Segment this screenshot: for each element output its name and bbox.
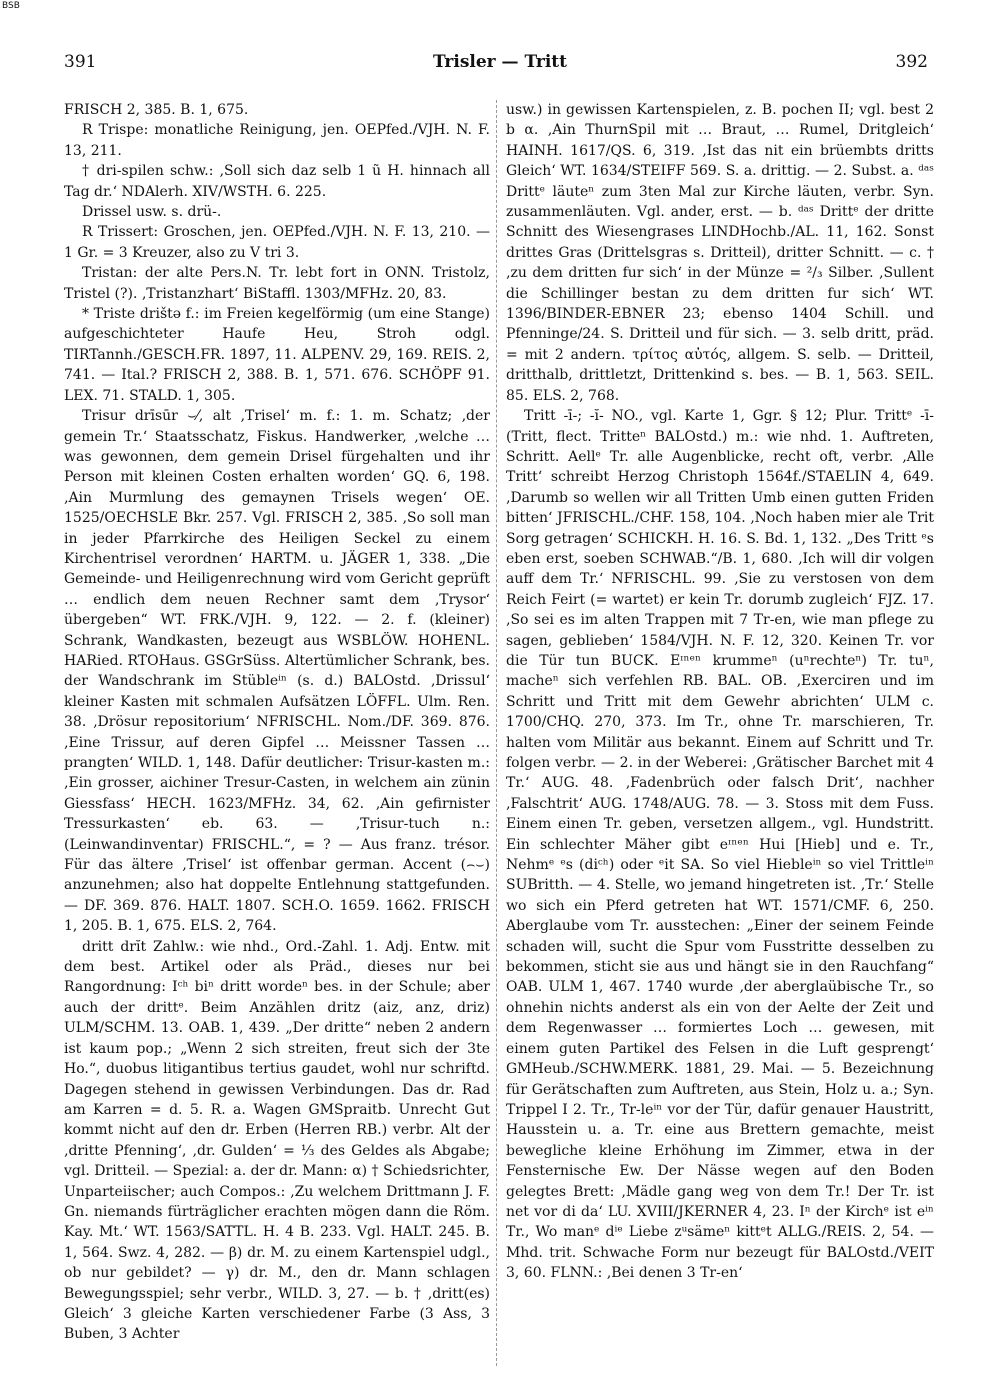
dictionary-entry: Trisur drīsūr ⌣⁄, alt ‚Trisel‘ m. f.: 1. m. Schatz; ‚der gemein Tr.‘ Staatsschatz, Fiskus. Handwerker, ‚welche … was gewonnen, dem gemein Drisel fürgehalten und ihr Person mit kleinen Costen erhalten worden‘ GQ. 6, 198. ‚Ain Murmlung des gemaynen Trisels wegen‘ OE. 1525/OECHSLE Bkr. 257. Vgl. FRISCH 2, 385. ‚So soll man in jeder Pfarrkirche des Heiligen Seckel zu einem Kirchentrisel verordnen‘ HARTM. u. JÄGER 1, 338. „Die Gemeinde- und Heiligenrechnung wird vom Gericht geprüft … endlich dem neuen Rechner samt dem ‚Trysor‘ übergeben“ WT. FRK./VJH. 9, 122. — 2. f. (kleiner) Schrank, Wandkasten, bezeugt aus WSBLÖW. HOHENL. HARied. RTOHaus. GSGrSüss. Altertümlicher Schrank, bes. der Wandschrank im Stübleⁱⁿ (s. d.) BALOstd. ‚Drissul‘ kleiner Kasten mit schmalen Aufsätzen LÖFFL. Ulm. Ren. 38. ‚Drösur repositorium‘ NFRISCHL. Nom./DF. 369. 876. ‚Eine Trissur, auf deren Gipfel … Meissner Tassen … prangten‘ WILD. 1, 148. Dafür deutlicher: Trisur-kasten m.: ‚Ein grosser, aichiner Tresur-Casten, in welchem ain zünin Giessfass‘ HECH. 1623/MFHz. 34, 62. ‚Ain gefirnister Tressurkasten‘ eb. 63. — ‚Trisur-tuch n.: (Leinwandinventar) FRISCHL.“, = ? — Aus franz. trésor. Für das ältere ‚Trisel‘ ist offenbar german. Accent (⌢⌣) anzunehmen; also hat doppelte Entlehnung stattgefunden. — DF. 369. 876. HALT. 1807. SCH.O. 1659. 1662. FRISCH 1, 205. B. 1, 675. ELS. 2, 764.: [64, 408, 490, 935]
dictionary-entry: dritt drĭt Zahlw.: wie nhd., Ord.-Zahl. 1. Adj. Entw. mit dem best. Artikel oder als Präd., dieses nur bei Rangordnung: Iᶜʰ biⁿ dritt wordeⁿ bes. in der Schule; aber auch der drittᵉ. Beim Anzählen dritz (aiz, anz, driz) ULM/SCHM. 13. OAB. 1, 439. „Der dritte“ neben 2 andern ist kaum pop.; „Wenn 2 sich streiten, freut sich der 3te Ho.“, duobus litigantibus tertius gaudet, wohl nur schriftd. Dagegen stehend in gewissen Verbindungen. Das dr. Rad am Karren = d. 5. R. a. Wagen GMSpraitb. Unrecht Gut kommt nicht auf den dr. Erben (Herren RB.) verbr. Alt der ‚dritte Pfenning‘, ‚dr. Gulden‘ = ⅓ des Geldes als Abgabe; vgl. Dritteil. — Spezial: a. der dr. Mann: α) † Schiedsrichter, Unparteiischer; auch Compos.: ‚Zu welchem Drittmann J. F. Gn. niemands fürträglicher erachten mögen dann die Röm. Kay. Mt.‘ WT. 1563/SATTL. H. 4 B. 233. Vgl. HALT. 245. B. 1, 564. Swz. 4, 282. — β) dr. M. zu einem Kartenspiel udgl., ob nur gebildet? — γ) dr. M., den dr. Mann schlagen Bewegungsspiel; sehr verbr., WILD. 3, 27. — b. † ‚dritt(es) Gleich‘ 3 gleiche Karten verschiedener Farbe (3 Ass, 3 Buben, 3 Achter: [64, 938, 490, 1343]
library-stamp: BSB: [2, 1, 20, 11]
page-title: Trisler — Tritt: [433, 52, 567, 72]
dictionary-entry: Tritt -ī-; -ĭ- NO., vgl. Karte 1, Ggr. § 12; Plur. Trittᵉ -ī- (Tritt, flect. Tritteⁿ BALOstd.) m.: wie nhd. 1. Auftreten, Schritt. Aellᵉ Tr. alle Augenblicke, recht oft, verbr. ‚Alle Tritt‘ schreibt Herzog Christoph 1564f./STAELIN 4, 649. ‚Darumb so wellen wir all Tritten Umb einen gutten Friden bitten‘ JFRISCHL./CHF. 158, 104. ‚Noch haben mier ale Trit Sorg getragen‘ SCHICKH. H. 16. S. Bd. 1, 132. „Des Tritt ᵉs eben erst, soeben SCHWAB.“/B. 1, 680. ‚Ich will dir volgen auff dem Tr.‘ NFRISCHL. 99. ‚Sie zu verstosen von dem Reich Feirt (= wartet) er kein Tr. dorumb zugleich‘ FJZ. 17. ‚So sei es im alten Trappen mit 7 Tr-en, wie man pflege zu sagen, geblieben‘ 1584/VJH. N. F. 12, 320. Keinen Tr. vor die Tür tun BUCK. Eᶦⁿᵉⁿ krummeⁿ (uⁿrechteⁿ) Tr. tuⁿ, macheⁿ sich verfehlen RB. BAL. OB. ‚Exerciren und im Schritt und Tritt mit dem Gewehr abrichten‘ ULM c. 1700/CHQ. 270, 373. Im Tr., ohne Tr. marschieren, Tr. halten vom Militär aus bekannt. Einem auf Schritt und Tr. folgen verbr. — 2. in der Weberei: ‚Grätischer Barchet mit 4 Tr.‘ AUG. 48. ‚Fadenbrüch oder falsch Drit‘, nachher ‚Falschtrit‘ AUG. 1748/AUG. 78. — 3. Stoss mit dem Fuss. Einem einen Tr. geben, versetzen allgem., vgl. Hundstritt. Ein schlechter Mäher gibt eᶦⁿᵉⁿ Hui [Hieb] und e. Tr., Nehmᵉ ᵉs (diᶜʰ) oder ᵉit SA. So viel Hiebleⁱⁿ so viel Trittleⁱⁿ SUBritth. — 4. Stelle, wo jemand hingetreten ist. ‚Tr.‘ Stelle wo sich ein Pferd getreten hat WT. 1571/CMF. 6, 250. Aberglaube vom Tr. ausstechen: „Einer der seinem Feinde schaden will, sucht die Spur vom Fusstritte desselben zu bekommen, sticht sie aus und hängt sie in den Rauchfang“ OAB. ULM 1, 467. 1740 wurde ‚der aberglaübische Tr., so ohnehin nichts anderst als ein von der Aelte der Zeit und dem Regenwasser … formiertes Loch … gewesen, mit einem guten Partikel des Felsen in die Luft gesprengt‘ GMHeub./SCHW.MERK. 1881, 29. Mai. — 5. Bezeichnung für Gerätschaften zum Auftreten, aus Stein, Holz u. a.; Syn. Trippel I 2. Tr., Tr-leⁱⁿ vor der Tür, dafür genauer Haustritt, Hausstein u. a. Tr. eine aus Brettern gemachte, meist bewegliche kleine Erhöhung im Zimmer, etwa in der Fensternische Ew. Der Nässe wegen auf den Boden gelegtes Brett: ‚Mädle gang weg von dem Tr.! Der Tr. ist net vor di da‘ LU. XVIII/JKERNER 4, 23. Iⁿ der Kirchᵉ ist eⁱⁿ Tr., Wo manᵉ dⁱᵉ Liebe zᵘsämeⁿ kittᵉt ALLG./REIS. 2, 54. — Mhd. trit. Schwache Form nur bezeugt für BALOstd./VEIT 3, 60. FLNN.: ‚Bei denen 3 Tr-en‘: [506, 408, 934, 1282]
right-page-number: 392: [895, 52, 928, 72]
dictionary-entry: Tristan: der alte Pers.N. Tr. lebt fort in ONN. Tristolz, Tristel (?). ‚Tristanzhart‘ BiStaffl. 1303/MFHz. 20, 83.: [64, 265, 490, 302]
left-page-number: 391: [64, 52, 97, 72]
dictionary-entry: Drissel usw. s. drü-.: [82, 204, 222, 221]
dictionary-entry: R Trissert: Groschen, jen. OEPfed./VJH. N. F. 13, 210. — 1 Gr. = 3 Kreuzer, also zu V tri 3.: [64, 224, 490, 261]
right-column: [506, 100, 934, 1284]
continued-text: usw.) in gewissen Kartenspielen, z. B. pochen II; vgl. best 2 b α. ‚Ain ThurnSpil mit … Braut, … Rumel, Dritgleich‘ HAINH. 1617/QS. 6, 319. ‚Ist das nit ein brüembts dritts Gleich‘ WT. 1634/STEIFF 569. S. a. drittig. — 2. Subst. a. ᵈᵃˢ Drittᵉ läuteⁿ zum 3ten Mal zur Kirche läuten, verbr. Syn. zusammenläuten. Vgl. ander, erst. — b. ᵈᵃˢ Drittᵉ der dritte Schnitt des Wiesengrases LINDHochb./AL. 11, 162. Sonst drittes Gras (Drittelsgras s. Dritteil), dritter Schnitt. — c. † ‚zu dem dritten fur sich‘ in der Münze = ²/₃ Silber. ‚Sullent die Schillinger bestan zu dem dritten fur sich‘ WT. 1396/BINDER-EBNER 23; ebenso 1404 Schill. und Pfenninge/24. S. Dritteil und für sich. — 3. selb dritt, präd. = mit 2 andern. τρίτος αὐτός, allgem. S. selb. — Dritteil, dritthalb, drittletzt, Drittenkind s. bes. — B. 1, 563. SEIL. 85. ELS. 2, 768.: [506, 102, 934, 404]
left-column: [64, 100, 490, 1345]
continued-text: FRISCH 2, 385. B. 1, 675.: [64, 102, 249, 118]
column-divider: [496, 100, 497, 1366]
dictionary-entry: † dri-spilen schw.: ‚Soll sich daz selb 1 ũ H. hinnach all Tag dr.‘ NDAlerh. XIV/WSTH. 6. 225.: [64, 163, 490, 200]
dictionary-entry: R Trispe: monatliche Reinigung, jen. OEPfed./VJH. N. F. 13, 211.: [64, 122, 490, 159]
dictionary-entry: * Triste drištə f.: im Freien kegelförmig (um eine Stange) aufgeschichteter Haufe Heu, Stroh odgl. TIRTannh./GESCH.FR. 1897, 11. ALPENV. 29, 169. REIS. 2, 741. — Ital.? FRISCH 2, 388. B. 1, 571. 676. SCHÖPF 91. LEX. 71. STALD. 1, 305.: [64, 306, 490, 404]
